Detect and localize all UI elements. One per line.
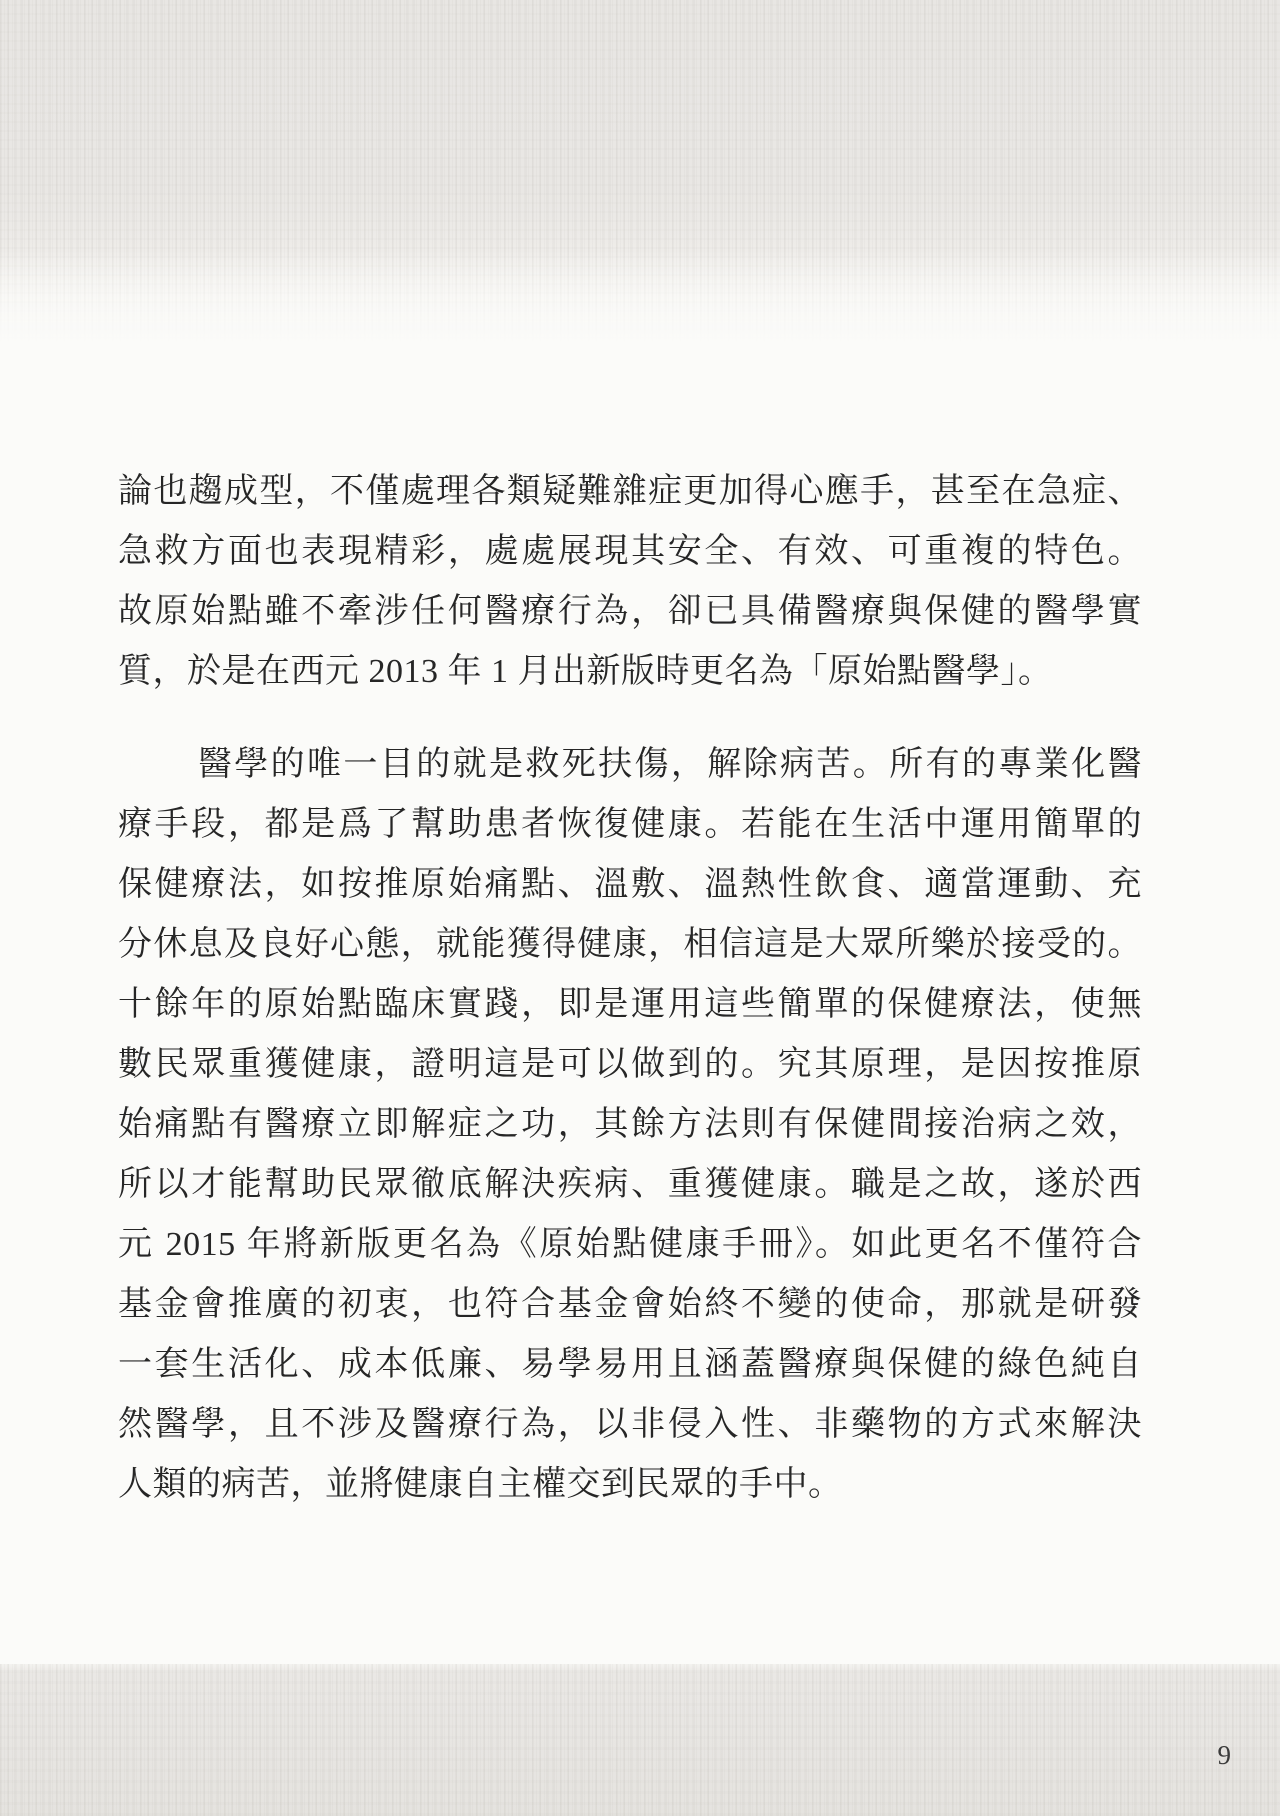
text-line: 數民眾重獲健康，證明這是可以做到的。究其原理，是因按推原 — [118, 1046, 1142, 1083]
text-line: 元 2015 年將新版更名為《原始點健康手冊》。如此更名不僅符合 — [118, 1226, 1142, 1263]
text-line: 分休息及良好心態，就能獲得健康，相信這是大眾所樂於接受的。 — [118, 926, 1142, 963]
text-line: 醫學的唯一目的就是救死扶傷，解除病苦。所有的專業化醫 — [197, 746, 1142, 783]
text-line: 論也趨成型，不僅處理各類疑難雜症更加得心應手，甚至在急症、 — [118, 473, 1142, 510]
text-line: 故原始點雖不牽涉任何醫療行為，卻已具備醫療與保健的醫學實 — [118, 593, 1142, 630]
text-line: 急救方面也表現精彩，處處展現其安全、有效、可重複的特色。 — [118, 533, 1142, 570]
paper-texture-bottom — [0, 1664, 1280, 1816]
text-line: 始痛點有醫療立即解症之功，其餘方法則有保健間接治病之效， — [118, 1106, 1142, 1143]
page-text — [118, 462, 1142, 1515]
paragraph-1 — [118, 462, 1142, 702]
text-line: 療手段，都是爲了幫助患者恢復健康。若能在生活中運用簡單的 — [118, 806, 1142, 843]
text-line: 人類的病苦，並將健康自主權交到民眾的手中。 — [118, 1466, 843, 1503]
paragraph-2 — [118, 735, 1142, 1515]
paper-texture-top — [0, 0, 1280, 348]
text-line: 保健療法，如按推原始痛點、溫敷、溫熱性飲食、適當運動、充 — [118, 866, 1142, 903]
text-line: 然醫學，且不涉及醫療行為，以非侵入性、非藥物的方式來解決 — [118, 1406, 1142, 1443]
text-line: 質，於是在西元 2013 年 1 月出新版時更名為「原始點醫學」。 — [118, 653, 1053, 690]
text-line: 所以才能幫助民眾徹底解決疾病、重獲健康。職是之故，遂於西 — [118, 1166, 1142, 1203]
text-line: 十餘年的原始點臨床實踐，即是運用這些簡單的保健療法，使無 — [118, 986, 1142, 1023]
text-line: 基金會推廣的初衷，也符合基金會始終不變的使命，那就是研發 — [118, 1286, 1142, 1323]
page-number: 9 — [1217, 1740, 1231, 1770]
text-line: 一套生活化、成本低廉、易學易用且涵蓋醫療與保健的綠色純自 — [118, 1346, 1142, 1383]
